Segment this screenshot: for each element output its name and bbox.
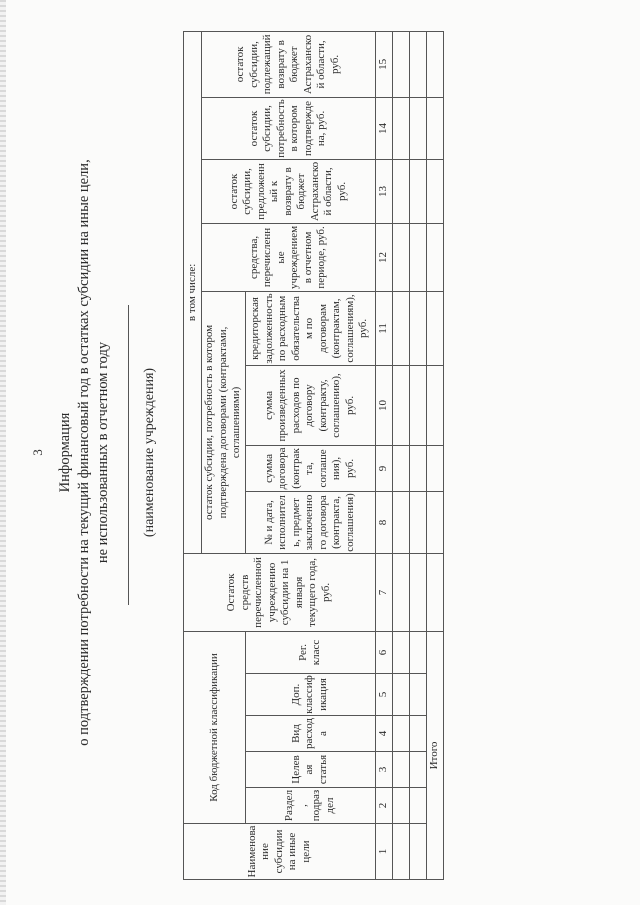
title-line-3: не использованных в отчетном году (95, 341, 111, 564)
table-cell (409, 752, 426, 788)
table-row (392, 31, 409, 879)
table-cell (426, 97, 443, 159)
table-cell (409, 31, 426, 97)
table-cell (426, 291, 443, 365)
table-row (409, 31, 426, 879)
header-ostatok-vozvrat-b: остаток субсидии, предложенный к возврату в бюджет Астраханской области, руб. (202, 159, 376, 223)
table-cell (409, 631, 426, 673)
table-cell (426, 223, 443, 291)
table-cell (392, 788, 409, 824)
table-cell (392, 631, 409, 673)
table-cell (426, 365, 443, 445)
table-cell (426, 553, 443, 631)
table-cell (392, 674, 409, 716)
table-cell (392, 223, 409, 291)
col-num: 14 (375, 97, 392, 159)
header-summa-dogovora: сумма договора (контракта, соглашения), руб. (245, 445, 375, 491)
table-cell (409, 553, 426, 631)
table-cell (409, 97, 426, 159)
column-number-row (375, 31, 392, 879)
header-ostatok: Остаток средств перечисленной учреждению субсидии на 1 января текущего года, руб. (184, 553, 376, 631)
header-budget-code-group: Код бюджетной классификации (184, 631, 246, 823)
table-cell (409, 824, 426, 880)
col-num: 12 (375, 223, 392, 291)
table-cell (426, 31, 443, 97)
header-podtverzhdena-group: остаток субсидии, потребность в котором подтверждена договорами (контрактами, соглашениями) (202, 291, 246, 553)
total-label: Итого (426, 631, 443, 879)
table-cell (426, 491, 443, 553)
col-num: 10 (375, 365, 392, 445)
col-num: 7 (375, 553, 392, 631)
table-cell (392, 491, 409, 553)
table-cell (392, 291, 409, 365)
title-line-1: Информация (57, 412, 73, 493)
table-cell (392, 716, 409, 752)
title-line-2: о подтверждении потребности на текущий финансовый год в остатках субсидии на иные цели, (76, 159, 92, 746)
col-num: 13 (375, 159, 392, 223)
header-nomer-data: № и дата, исполнитель, предмет заключенного договора (контракта, соглашения) (245, 491, 375, 553)
header-sredstva: средства, перечисленные учреждением в отчетном периоде, руб. (202, 223, 376, 291)
header-vid-rashoda: Вид расхода (245, 716, 375, 752)
col-num: 6 (375, 631, 392, 673)
institution-label: (наименование учреждения) (142, 367, 157, 538)
header-name: Наименование субсидии на иные цели (184, 824, 376, 880)
table-cell (409, 716, 426, 752)
col-num: 4 (375, 716, 392, 752)
table-cell (392, 365, 409, 445)
table-cell (392, 97, 409, 159)
total-row (426, 31, 443, 879)
col-num: 1 (375, 824, 392, 880)
table-cell (392, 445, 409, 491)
header-dop-klass: Доп. классификация (245, 674, 375, 716)
col-num: 2 (375, 788, 392, 824)
subsidy-table (183, 31, 444, 880)
header-ostatok-potrebnost: остаток субсидии, потребность в котором подтверждена, руб. (202, 97, 376, 159)
table-cell (426, 445, 443, 491)
table-cell (392, 31, 409, 97)
table-cell (409, 223, 426, 291)
document-title (56, 40, 113, 865)
table-cell (409, 788, 426, 824)
table-cell (409, 365, 426, 445)
col-num: 15 (375, 31, 392, 97)
header-razdel: Раздел, подраздел (245, 788, 375, 824)
page-number: 3 (30, 449, 45, 456)
table-cell (409, 445, 426, 491)
header-v-tom-chisle: в том числе: (184, 31, 202, 553)
col-num: 9 (375, 445, 392, 491)
table-cell (392, 752, 409, 788)
col-num: 11 (375, 291, 392, 365)
header-summa-rashodov: сумма произведенных расходов по договору (контракту, соглашению), руб. (245, 365, 375, 445)
col-num: 5 (375, 674, 392, 716)
header-tselevaya: Целевая статья (245, 752, 375, 788)
col-num: 8 (375, 491, 392, 553)
table-cell (409, 491, 426, 553)
header-kreditorskaya: кредиторская задолженность по расходным обязательствам по договорам (контрактам, соглашениям), руб. (245, 291, 375, 365)
header-reg-klass: Рег. класс (245, 631, 375, 673)
table-cell (409, 291, 426, 365)
institution-underline (128, 305, 129, 605)
table-cell (392, 553, 409, 631)
table-cell (426, 159, 443, 223)
table-cell (392, 824, 409, 880)
table-cell (392, 159, 409, 223)
table-cell (409, 674, 426, 716)
col-num: 3 (375, 752, 392, 788)
header-ostatok-vozvrat-a: остаток субсидии, подлежащий возврату в бюджет Астраханской области, руб. (202, 31, 376, 97)
table-cell (409, 159, 426, 223)
